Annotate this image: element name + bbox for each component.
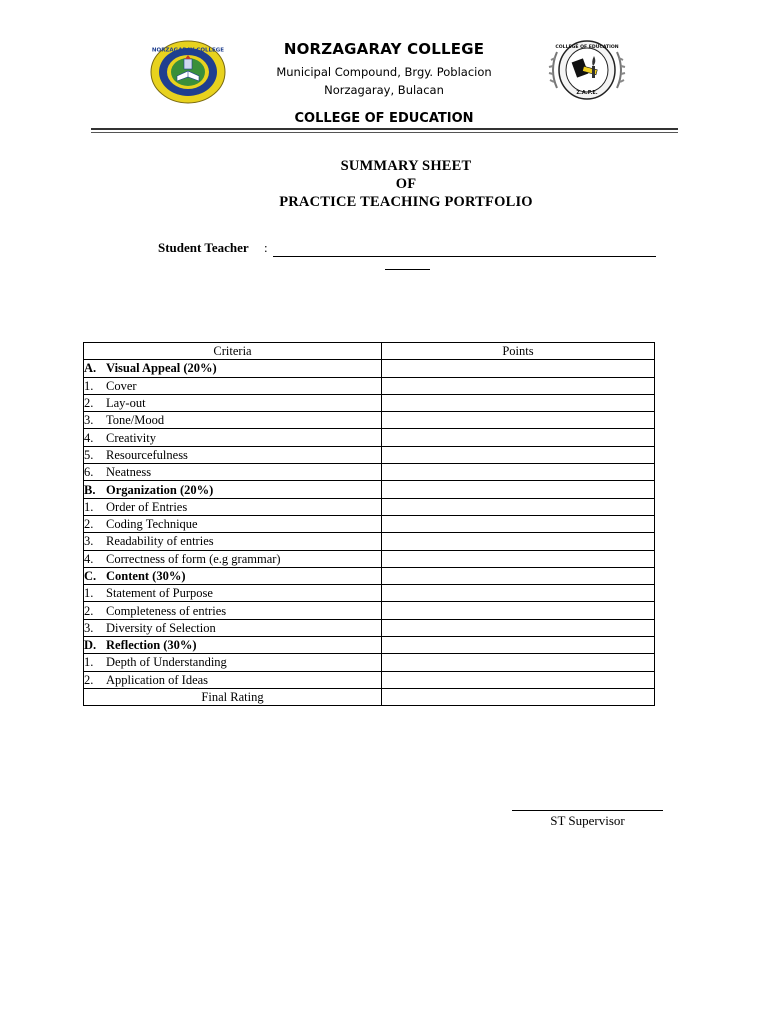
- student-teacher-field-continuation[interactable]: [385, 269, 430, 270]
- criterion-label: Resourcefulness: [106, 447, 188, 462]
- points-cell[interactable]: [382, 671, 655, 688]
- points-header: Points: [382, 343, 655, 360]
- criterion-number: 1.: [84, 499, 94, 514]
- table-header-row: [84, 343, 655, 360]
- criterion-number: 2.: [84, 396, 94, 411]
- criterion-label: Order of Entries: [106, 499, 188, 514]
- criterion-label: Completeness of entries: [106, 603, 227, 618]
- points-cell[interactable]: [382, 654, 655, 671]
- criterion-number: 1.: [84, 378, 94, 393]
- criterion-label: Creativity: [106, 430, 156, 445]
- criterion-cell: [84, 585, 382, 602]
- criterion-number: 3.: [84, 413, 94, 428]
- criterion-cell: [84, 446, 382, 463]
- criterion-cell: [84, 619, 382, 636]
- criterion-cell: [84, 377, 382, 394]
- criterion-label: Correctness of form (e.g grammar): [106, 551, 281, 566]
- criteria-body: [84, 360, 655, 706]
- criterion-label: Statement of Purpose: [106, 586, 213, 601]
- points-cell[interactable]: [382, 585, 655, 602]
- section-title: Content (30%): [106, 569, 186, 583]
- section-title-cell: [84, 567, 382, 584]
- criterion-cell: [84, 654, 382, 671]
- criterion-row: [84, 585, 655, 602]
- criterion-label: Cover: [106, 378, 137, 393]
- points-cell[interactable]: [382, 377, 655, 394]
- points-cell[interactable]: [382, 498, 655, 515]
- points-cell[interactable]: [382, 637, 655, 654]
- department-name: COLLEGE OF EDUCATION: [294, 111, 474, 126]
- criterion-row: [84, 654, 655, 671]
- section-title-cell: [84, 360, 382, 377]
- doc-title-line-1: SUMMARY SHEET: [340, 158, 472, 174]
- section-letter: A.: [84, 361, 97, 376]
- section-row: [84, 567, 655, 584]
- criterion-label: Neatness: [106, 465, 152, 480]
- section-letter: C.: [84, 569, 97, 583]
- criterion-cell: [84, 602, 382, 619]
- criterion-label: Application of Ideas: [106, 672, 209, 687]
- criterion-cell: [84, 464, 382, 481]
- criterion-label: Depth of Understanding: [106, 655, 227, 670]
- header-rule-thick: [91, 128, 678, 130]
- criterion-number: 4.: [84, 551, 94, 566]
- right-seal-subtext: Z.A.P.E.: [576, 90, 598, 96]
- points-cell[interactable]: [382, 360, 655, 377]
- criterion-row: [84, 671, 655, 688]
- points-cell[interactable]: [382, 515, 655, 532]
- student-teacher-field[interactable]: [273, 256, 656, 257]
- criterion-cell: [84, 429, 382, 446]
- points-cell[interactable]: [382, 619, 655, 636]
- criterion-row: [84, 412, 655, 429]
- criterion-label: Diversity of Selection: [106, 620, 216, 635]
- points-cell[interactable]: [382, 429, 655, 446]
- section-row: [84, 360, 655, 377]
- criterion-cell: [84, 498, 382, 515]
- section-title-cell: [84, 637, 382, 654]
- section-title: Visual Appeal (20%): [106, 361, 217, 376]
- section-title-cell: [84, 481, 382, 498]
- criterion-number: 2.: [84, 672, 94, 687]
- criterion-row: [84, 464, 655, 481]
- student-teacher-label: Student Teacher: [158, 240, 249, 255]
- criterion-number: 2.: [84, 517, 94, 532]
- criterion-cell: [84, 412, 382, 429]
- points-cell[interactable]: [382, 567, 655, 584]
- points-cell[interactable]: [382, 550, 655, 567]
- criterion-number: 2.: [84, 603, 94, 618]
- criterion-label: Lay-out: [106, 396, 146, 411]
- right-seal-text: COLLEGE OF EDUCATION: [555, 45, 619, 50]
- criterion-cell: [84, 550, 382, 567]
- criterion-number: 6.: [84, 465, 94, 480]
- final-rating-row: [84, 688, 655, 705]
- doc-title-line-2: OF: [395, 176, 417, 192]
- section-row: [84, 637, 655, 654]
- section-title: Reflection (30%): [106, 638, 197, 653]
- criterion-row: [84, 602, 655, 619]
- doc-title-line-3: PRACTICE TEACHING PORTFOLIO: [279, 194, 533, 210]
- criterion-number: 5.: [84, 447, 94, 462]
- student-teacher-colon: :: [264, 240, 268, 255]
- points-cell[interactable]: [382, 394, 655, 411]
- section-letter: D.: [84, 638, 97, 653]
- criterion-cell: [84, 515, 382, 532]
- criterion-row: [84, 550, 655, 567]
- points-cell[interactable]: [382, 412, 655, 429]
- criterion-row: [84, 394, 655, 411]
- address-line-2: Norzagaray, Bulacan: [324, 83, 444, 97]
- section-title: Organization (20%): [106, 482, 214, 497]
- criterion-label: Tone/Mood: [106, 413, 165, 428]
- criteria-header: Criteria: [84, 343, 382, 360]
- criteria-table: [83, 342, 655, 706]
- college-name: NORZAGARAY COLLEGE: [283, 40, 485, 58]
- criterion-number: 1.: [84, 586, 94, 601]
- criterion-cell: [84, 533, 382, 550]
- criterion-row: [84, 619, 655, 636]
- criterion-number: 3.: [84, 620, 94, 635]
- criterion-cell: [84, 671, 382, 688]
- criterion-row: [84, 446, 655, 463]
- criterion-label: Readability of entries: [106, 534, 214, 549]
- points-cell[interactable]: [382, 602, 655, 619]
- criterion-cell: [84, 394, 382, 411]
- points-cell[interactable]: [382, 533, 655, 550]
- criterion-row: [84, 429, 655, 446]
- points-cell[interactable]: [382, 464, 655, 481]
- points-cell[interactable]: [382, 446, 655, 463]
- header-rule-thin: [91, 132, 678, 133]
- criterion-label: Coding Technique: [106, 517, 198, 532]
- criterion-row: [84, 533, 655, 550]
- section-letter: B.: [84, 482, 96, 497]
- section-row: [84, 481, 655, 498]
- final-rating-points-cell[interactable]: [382, 688, 655, 705]
- criterion-number: 1.: [84, 655, 94, 670]
- criterion-number: 3.: [84, 534, 94, 549]
- criterion-row: [84, 498, 655, 515]
- final-rating-label: Final Rating: [84, 688, 382, 705]
- criterion-row: [84, 515, 655, 532]
- criterion-number: 4.: [84, 430, 94, 445]
- criterion-row: [84, 377, 655, 394]
- left-seal-text: NORZAGARAY COLLEGE: [151, 47, 225, 54]
- address-line-1: Municipal Compound, Brgy. Poblacion: [276, 65, 492, 79]
- points-cell[interactable]: [382, 481, 655, 498]
- signature-label: ST Supervisor: [550, 813, 625, 828]
- signature-line[interactable]: [512, 810, 663, 811]
